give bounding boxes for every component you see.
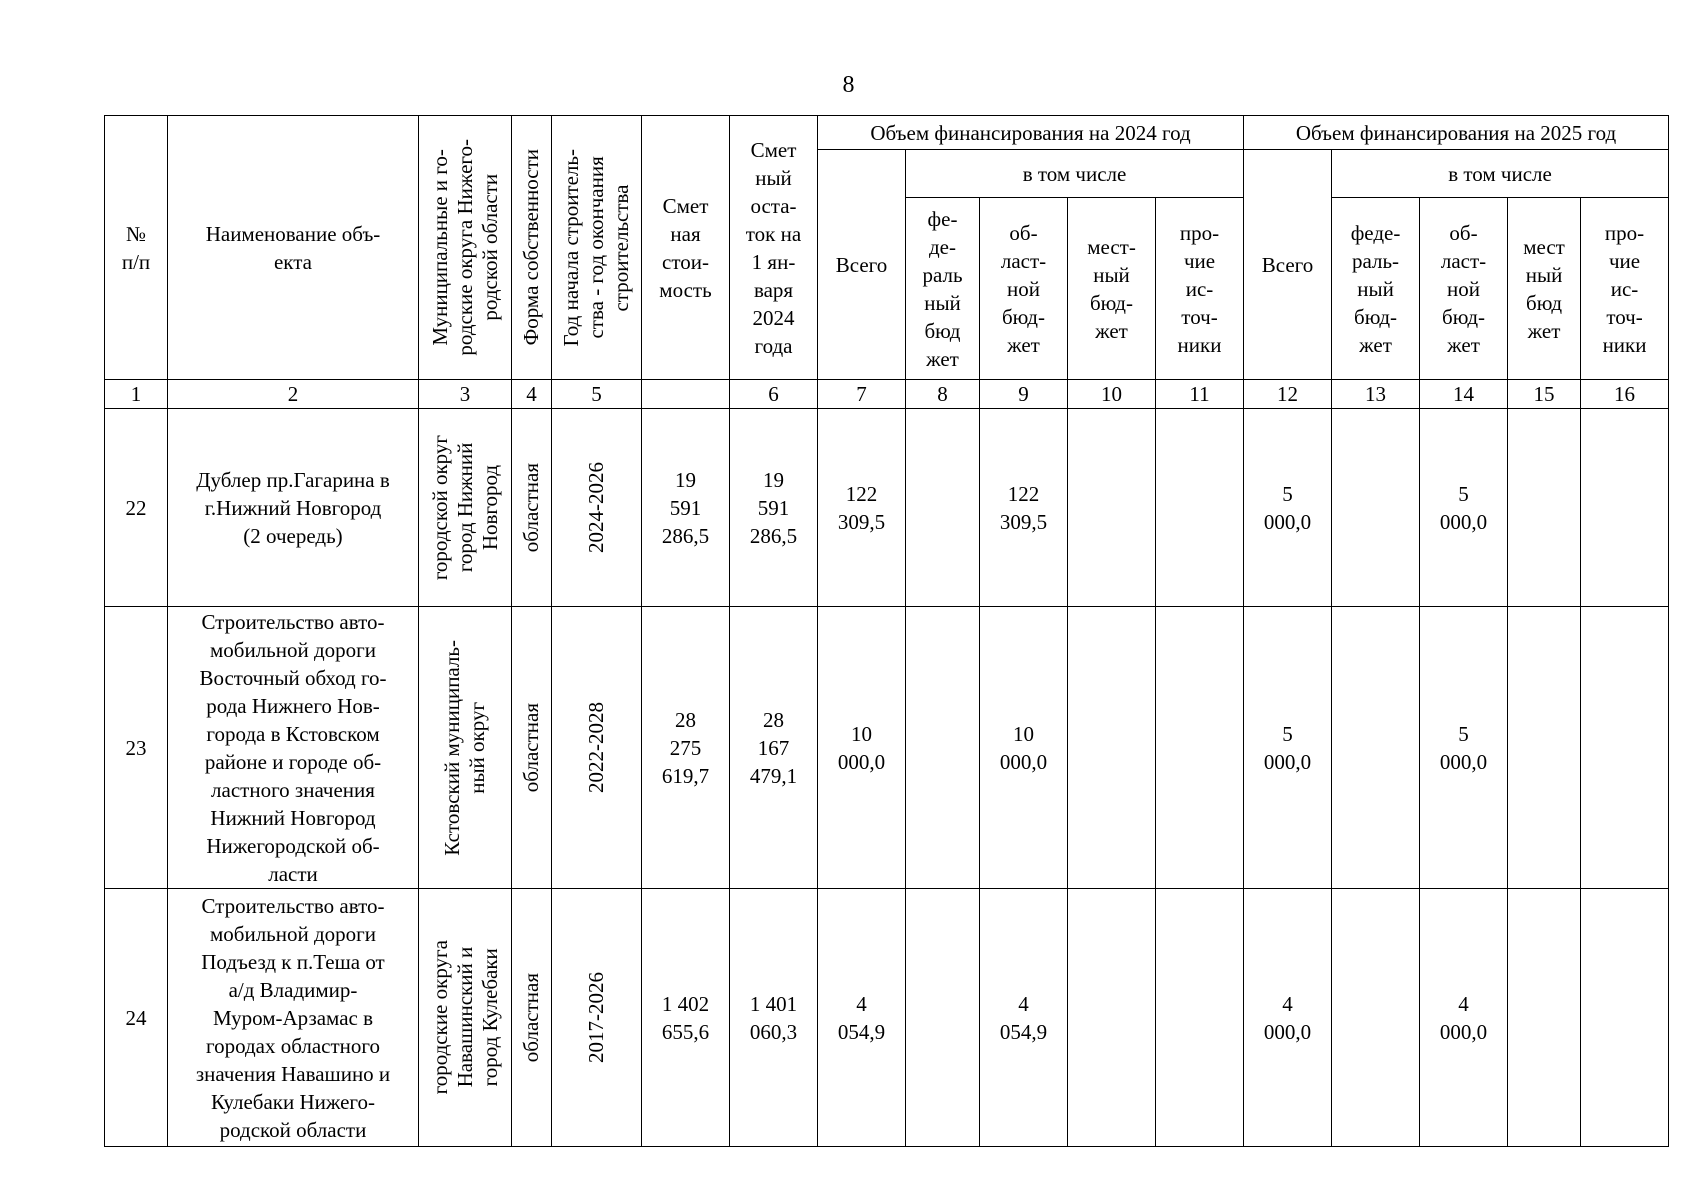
row-other-2025 (1581, 409, 1669, 607)
row-num: 23 (105, 607, 168, 889)
row-cost: 19 591 286,5 (642, 409, 730, 607)
row-municipality (419, 607, 512, 889)
row-num: 24 (105, 889, 168, 1147)
row-ownership-text: областная (519, 702, 543, 793)
row-federal-2025 (1332, 409, 1420, 607)
column-number: 9 (980, 380, 1068, 409)
row-federal-2024 (906, 409, 980, 607)
financing-table (104, 115, 1669, 1147)
header-financing-2024: Объем финансирования на 2024 год (818, 116, 1244, 150)
row-total-2024: 122 309,5 (818, 409, 906, 607)
header-cost: Смет ная стои- мость (642, 116, 730, 380)
row-ownership-text: областная (519, 462, 543, 553)
row-municipality (419, 409, 512, 607)
table-row (105, 607, 1669, 889)
row-local-2025 (1508, 889, 1581, 1147)
column-number: 1 (105, 380, 168, 409)
column-number: 2 (168, 380, 419, 409)
header-ownership (512, 116, 552, 380)
row-years-text: 2024-2026 (584, 462, 608, 553)
column-number: 7 (818, 380, 906, 409)
header-other-2025: про- чие ис- точ- ники (1581, 198, 1669, 380)
header-federal-2024: фе- де- раль ный бюд жет (906, 198, 980, 380)
header-num: № п/п (105, 116, 168, 380)
column-number: 10 (1068, 380, 1156, 409)
row-other-2024 (1156, 409, 1244, 607)
row-local-2024 (1068, 889, 1156, 1147)
row-ownership (512, 607, 552, 889)
column-number (642, 380, 730, 409)
row-remainder: 19 591 286,5 (730, 409, 818, 607)
row-cost: 28 275 619,7 (642, 607, 730, 889)
row-object-name: Дублер пр.Гагарина в г.Нижний Новгород (2 очередь) (168, 409, 419, 607)
row-regional-2025: 5 000,0 (1420, 409, 1508, 607)
column-numbers-row (105, 380, 1669, 409)
header-other-2024: про- чие ис- точ- ники (1156, 198, 1244, 380)
row-total-2024: 4 054,9 (818, 889, 906, 1147)
row-remainder: 28 167 479,1 (730, 607, 818, 889)
table-row (105, 889, 1669, 1147)
header-total-2025: Всего (1244, 150, 1332, 380)
row-years (552, 607, 642, 889)
column-number: 5 (552, 380, 642, 409)
row-municipality-text: Кстовский муниципаль- ный округ (440, 639, 489, 856)
row-regional-2024: 4 054,9 (980, 889, 1068, 1147)
header-years (552, 116, 642, 380)
table-row (105, 409, 1669, 607)
column-number: 4 (512, 380, 552, 409)
column-number: 8 (906, 380, 980, 409)
header-including-2024: в том числе (906, 150, 1244, 198)
row-federal-2024 (906, 889, 980, 1147)
row-local-2024 (1068, 409, 1156, 607)
header-years-text: Год начала строитель- ства - год окончания строительства (559, 148, 633, 347)
column-number: 3 (419, 380, 512, 409)
header-remainder: Смет ный оста- ток на 1 ян- варя 2024 года (730, 116, 818, 380)
column-number: 16 (1581, 380, 1669, 409)
row-ownership (512, 409, 552, 607)
row-ownership (512, 889, 552, 1147)
row-other-2025 (1581, 607, 1669, 889)
header-local-2024: мест- ный бюд- жет (1068, 198, 1156, 380)
row-municipality-text: городские округа Навашинский и город Кулебаки (427, 940, 502, 1095)
row-ownership-text: областная (519, 972, 543, 1063)
row-years-text: 2017-2026 (584, 972, 608, 1063)
row-municipality-text: городской округ город Нижний Новгород (427, 434, 502, 581)
row-num: 22 (105, 409, 168, 607)
column-number: 6 (730, 380, 818, 409)
row-years (552, 409, 642, 607)
header-including-2025: в том числе (1332, 150, 1669, 198)
column-number: 15 (1508, 380, 1581, 409)
header-municipality-text: Муниципальные и го- родские округа Нижего- родской области (427, 139, 502, 356)
row-total-2025: 4 000,0 (1244, 889, 1332, 1147)
header-total-2024: Всего (818, 150, 906, 380)
row-local-2024 (1068, 607, 1156, 889)
page-number: 8 (842, 72, 855, 98)
row-municipality (419, 889, 512, 1147)
row-cost: 1 402 655,6 (642, 889, 730, 1147)
header-federal-2025: феде- раль- ный бюд- жет (1332, 198, 1420, 380)
row-total-2025: 5 000,0 (1244, 409, 1332, 607)
row-regional-2024: 10 000,0 (980, 607, 1068, 889)
header-financing-2025: Объем финансирования на 2025 год (1244, 116, 1669, 150)
row-regional-2024: 122 309,5 (980, 409, 1068, 607)
row-total-2025: 5 000,0 (1244, 607, 1332, 889)
row-remainder: 1 401 060,3 (730, 889, 818, 1147)
row-other-2024 (1156, 607, 1244, 889)
row-local-2025 (1508, 409, 1581, 607)
header-regional-2024: об- ласт- ной бюд- жет (980, 198, 1068, 380)
column-number: 12 (1244, 380, 1332, 409)
header-municipality (419, 116, 512, 380)
header-name: Наименование объ- екта (168, 116, 419, 380)
column-number: 14 (1420, 380, 1508, 409)
row-object-name: Строительство авто- мобильной дороги Восточный обход го- рода Нижнего Нов- города в Кстовском районе и городе об- ластного значения Нижний Новгород Нижегородской об- ласти (168, 607, 419, 889)
row-federal-2025 (1332, 607, 1420, 889)
row-federal-2025 (1332, 889, 1420, 1147)
header-regional-2025: об- ласт- ной бюд- жет (1420, 198, 1508, 380)
header-local-2025: мест ный бюд жет (1508, 198, 1581, 380)
row-object-name: Строительство авто- мобильной дороги Подъезд к п.Теша от а/д Владимир- Муром-Арзамас в городах областного значения Навашино и Кулебаки Нижего- родской области (168, 889, 419, 1147)
column-number: 11 (1156, 380, 1244, 409)
row-regional-2025: 4 000,0 (1420, 889, 1508, 1147)
row-total-2024: 10 000,0 (818, 607, 906, 889)
row-other-2024 (1156, 889, 1244, 1147)
row-years (552, 889, 642, 1147)
row-other-2025 (1581, 889, 1669, 1147)
row-years-text: 2022-2028 (584, 702, 608, 793)
row-federal-2024 (906, 607, 980, 889)
header-ownership-text: Форма собственности (519, 149, 543, 346)
column-number: 13 (1332, 380, 1420, 409)
row-regional-2025: 5 000,0 (1420, 607, 1508, 889)
row-local-2025 (1508, 607, 1581, 889)
